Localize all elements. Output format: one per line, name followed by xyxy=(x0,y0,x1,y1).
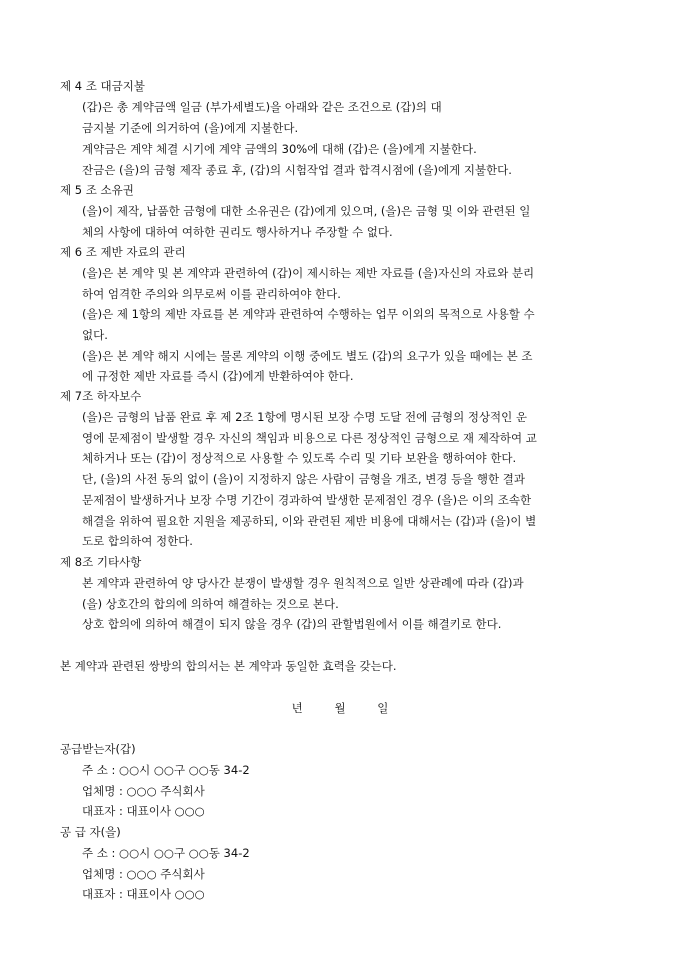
date-month: 월 xyxy=(334,701,346,715)
article-7-line-6: 해결을 위하여 필요한 지원을 제공하되, 이와 관련된 제반 비용에 대해서는 (갑)과 (을)이 별 xyxy=(82,514,537,528)
article-7-line-1: (을)은 금형의 납품 완료 후 제 2조 1항에 명시된 보장 수명 도달 전에 금형의 정상적인 운 xyxy=(82,410,528,424)
date-day: 일 xyxy=(377,701,389,715)
article-7-line-5: 문제점이 발생하거나 보장 수명 기간이 경과하여 발생한 문제점인 경우 (을)은 이의 조속한 xyxy=(82,493,532,507)
party-b-address: 주 소 : ○○시 ○○구 ○○동 34-2 xyxy=(82,846,250,860)
party-a-address: 주 소 : ○○시 ○○구 ○○동 34-2 xyxy=(82,763,250,777)
party-b-representative: 대표자 : 대표이사 ○○○ xyxy=(82,887,205,901)
article-4-line-1: (갑)은 총 계약금액 일금 (부가세별도)을 아래와 같은 조건으로 (갑)의 대 xyxy=(82,100,442,114)
article-7-line-4: 단, (을)의 사전 동의 없이 (을)이 지정하지 않은 사람이 금형을 개조, 변경 등을 행한 결과 xyxy=(82,472,526,486)
article-8-heading: 제 8조 기타사항 xyxy=(60,555,142,569)
party-a-title: 공급받는자(갑) xyxy=(60,742,136,756)
article-6-line-4: 없다. xyxy=(82,328,108,342)
party-b-company: 업체명 : ○○○ 주식회사 xyxy=(82,867,205,881)
article-4-line-2: 금지불 기준에 의거하여 (을)에게 지불한다. xyxy=(82,121,299,135)
article-6-heading: 제 6 조 제반 자료의 관리 xyxy=(60,245,186,259)
article-7-line-7: 도로 합의하여 정한다. xyxy=(82,534,193,548)
article-5-line-2: 체의 사항에 대하여 여하한 권리도 행사하거나 주장할 수 없다. xyxy=(82,225,393,239)
article-7-line-2: 영에 문제점이 발생할 경우 자신의 책임과 비용으로 다른 정상적인 금형으로 재 제작하여 교 xyxy=(82,431,537,445)
article-7-heading: 제 7조 하자보수 xyxy=(60,389,142,403)
article-6-line-1: (을)은 본 계약 및 본 계약과 관련하여 (갑)이 제시하는 제반 자료를 (을)자신의 자료와 분리 xyxy=(82,266,535,280)
article-6-line-5: (을)은 본 계약 해지 시에는 물론 계약의 이행 중에도 별도 (갑)의 요구가 있을 때에는 본 조 xyxy=(82,349,533,363)
date-year: 년 xyxy=(291,701,303,715)
date-line xyxy=(0,702,680,715)
article-8-line-2: (을) 상호간의 합의에 의하여 해결하는 것으로 본다. xyxy=(82,597,339,611)
article-5-line-1: (을)이 제작, 납품한 금형에 대한 소유권은 (갑)에게 있으며, (을)은 금형 및 이와 관련된 일 xyxy=(82,204,531,218)
article-8-line-1: 본 계약과 관련하여 양 당사간 분쟁이 발생할 경우 원칙적으로 일반 상관례에 따라 (갑)과 xyxy=(82,576,524,590)
article-8-line-3: 상호 합의에 의하여 해결이 되지 않을 경우 (갑)의 관할법원에서 이를 해결키로 한다. xyxy=(82,617,502,631)
article-6-line-3: (을)은 제 1항의 제반 자료를 본 계약과 관련하여 수행하는 업무 이외의 목적으로 사용할 수 xyxy=(82,307,535,321)
party-b-title: 공 급 자(을) xyxy=(60,825,121,839)
article-4-line-3: 계약금은 계약 체결 시기에 계약 금액의 30%에 대해 (갑)은 (을)에게 지불한다. xyxy=(82,142,477,156)
article-5-heading: 제 5 조 소유권 xyxy=(60,183,134,197)
article-6-line-6: 에 규정한 제반 자료를 즉시 (갑)에게 반환하여야 한다. xyxy=(82,369,354,383)
article-7-line-3: 체하거나 또는 (갑)이 정상적으로 사용할 수 있도록 수리 및 기타 보완을 행하여야 한다. xyxy=(82,451,517,465)
article-4-heading: 제 4 조 대금지불 xyxy=(60,79,145,93)
party-a-company: 업체명 : ○○○ 주식회사 xyxy=(82,784,205,798)
article-4-line-4: 잔금은 (을)의 금형 제작 종료 후, (갑)의 시험작업 결과 합격시점에 (을)에게 지불한다. xyxy=(82,163,512,177)
party-a-representative: 대표자 : 대표이사 ○○○ xyxy=(82,804,205,818)
article-6-line-2: 하여 엄격한 주의와 의무로써 이를 관리하여야 한다. xyxy=(82,287,341,301)
closing-statement: 본 계약과 관련된 쌍방의 합의서는 본 계약과 동일한 효력을 갖는다. xyxy=(60,659,397,673)
